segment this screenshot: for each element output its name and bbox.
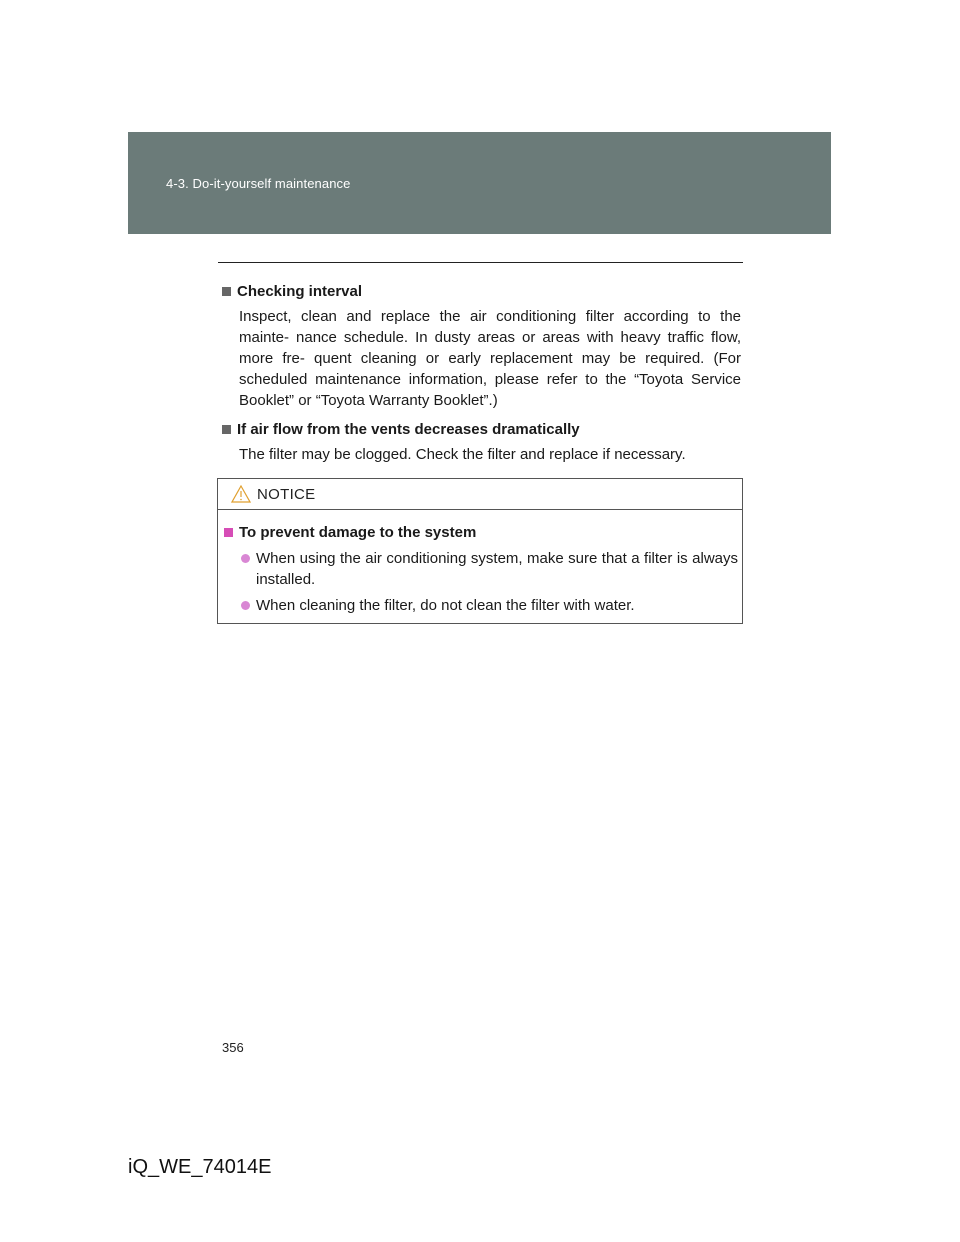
pink-square-bullet-icon [224, 528, 233, 537]
list-item [241, 548, 738, 590]
checking-interval-text: Inspect, clean and replace the air conditioning filter according to the mainte- nance schedule. In dusty areas or areas with heavy traffic flow, more fre- quent cleaning or early replacement may be required. (For scheduled maintenance information, please refer to the “Toyota Service Booklet” or “Toyota Warranty Booklet”.) [239, 308, 741, 409]
air-flow-text: The filter may be clogged. Check the filter and replace if necessary. [239, 446, 686, 463]
section-heading [222, 281, 741, 302]
notice-heading-text: To prevent damage to the system [239, 524, 477, 541]
checking-interval-heading: Checking interval [237, 283, 363, 300]
notice-header [218, 479, 742, 510]
notice-title: NOTICE [257, 485, 316, 503]
page-number: 356 [222, 1040, 244, 1055]
main-content [222, 281, 741, 465]
warning-triangle-icon [231, 485, 251, 503]
pink-dot-bullet-icon [241, 601, 250, 610]
notice-body [218, 510, 742, 616]
notice-box [217, 478, 743, 624]
top-divider [218, 262, 743, 263]
document-code: iQ_WE_74014E [128, 1156, 272, 1178]
air-flow-heading: If air flow from the vents decreases dramatically [237, 421, 580, 438]
square-bullet-icon [222, 287, 231, 296]
header-band [128, 132, 831, 234]
pink-dot-bullet-icon [241, 554, 250, 563]
notice-bullet-text: When using the air conditioning system, make sure that a filter is always installed. [256, 550, 738, 588]
notice-heading [224, 522, 738, 543]
notice-bullet-text: When cleaning the filter, do not clean the filter with water. [256, 597, 635, 614]
section-heading [222, 419, 741, 440]
square-bullet-icon [222, 425, 231, 434]
section-title: 4-3. Do-it-yourself maintenance [166, 176, 351, 191]
list-item [241, 595, 738, 616]
